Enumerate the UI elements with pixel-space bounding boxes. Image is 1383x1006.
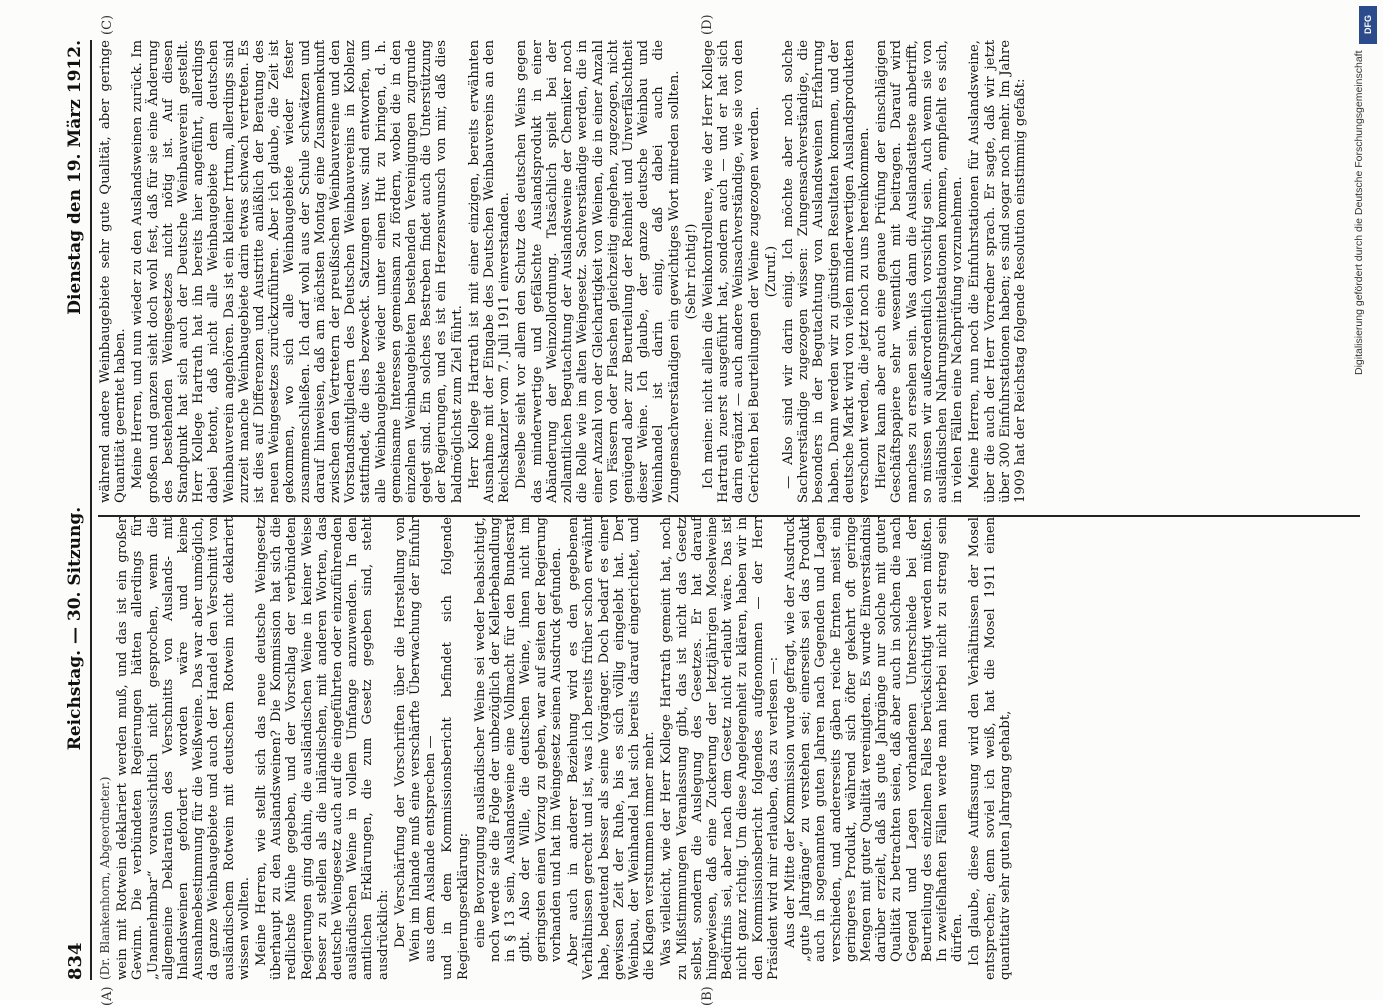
paragraph: Herr Kollege Hartrath ist mit einer einzigen, bereits erwähnten Ausnahme mit der Eingabe des Deutschen Weinbauvereins an den Reichskanzler vom 7. Juli 1911 einverstanden. (466, 40, 513, 503)
quote: Der Verschärfung der Vorschriften über die Herstellung von Wein im Inlande muß eine verschärfte Überwachung der Einfuhr aus dem Auslande entsprechen — (392, 517, 439, 962)
paragraph: und in dem Kommissionsbericht befindet sich folgende Regierungserklärung: (440, 517, 471, 980)
text-columns (98, 40, 1348, 980)
paragraph: Ich glaube, diese Auffassung wird den Verhältnissen der Mosel entsprechen; denn soviel ich weiß, hat die Mosel 1911 einen quantitativ sehr guten Jahrgang gehabt, (967, 517, 1013, 980)
quote: eine Bevorzugung ausländischer Weine sei weder beabsichtigt, noch werde sie die Folge der unbezüglich der Kellerbehandlung in § 13 sein, Auslandsweine eine Vollmacht für den Bundesrat gibt. Also der Wille, die deutschen Weine, ihnen nicht im geringsten einen Vorzug zu geben, war auf seiten der Regierung vorhanden und hat im Weingesetz seinen Ausdruck gefunden. (472, 517, 564, 962)
paragraph: während andere Weinbaugebiete sehr gute Qualität, aber geringe Quantität geerntet haben. (98, 40, 129, 503)
margin-marker-a: (A) (100, 986, 115, 1006)
left-column (98, 517, 1348, 980)
paragraph: Ich meine: nicht allein die Weinkontrolleure, wie der Herr Kollege Hartrath zuerst ausgeführt hat, sondern auch — und er hat sich darin ergänzt — auch andere Weinsachverständige, wie sie von den Gerichten bei Beurteilungen der Weine zugezogen werden. (700, 40, 762, 503)
margin-marker-c: (C) (100, 14, 115, 35)
page-number: 834 (64, 942, 86, 980)
rotated-page-frame (60, 14, 1360, 1006)
interjection: (Zuruf.) (763, 245, 779, 298)
paragraph: Dieselbe sieht vor allem den Schutz des deutschen Weins gegen das minderwertige und gefälschte Auslandsprodukt in einer Abänderung der Weinzollordnung. Tatsächlich spielt bei der zollamtlichen Begutachtung der Auslandsweine der Chemiker noch die Rolle wie im alten Weingesetz. Sachverständige werden, die in einer Anzahl von der Gleichartigkeit von Weinen, die in einer Anzahl von Fässern oder Flaschen gleichzeitig eingehen, zugezogen, nicht genügend aber zur Beurteilung der Reinheit und Unverfälschtheit dieser Weine. Ich glaube, der ganze deutsche Weinbau und Weinhandel ist darin einig, daß dabei auch die Zungensachverständigen ein gewichtiges Wort mitreden sollten. (514, 40, 682, 503)
paragraph: Hierzu kann aber auch eine genaue Prüfung der einschlägigen Geschäftspapiere sehr wesentlich mit beitragen. Darauf wird manches zu ersehen sein. Was dann die Auslandsatteste anbetrifft, so müssen wir außerordentlich vorsichtig sein. Auch wenn sie von ausländischen Nahrungsmittelstationen kommen, empfiehlt es sich, in vielen Fällen eine Nachprüfung vorzunehmen. (874, 40, 966, 503)
header-date: Dienstag den 19. März 1912. (65, 40, 85, 315)
newspaper-sheet (60, 14, 1360, 1006)
interjection: (Sehr richtig!) (683, 223, 699, 320)
running-header (60, 40, 92, 980)
dfg-logo: DFG (1359, 6, 1377, 44)
column-divider (98, 516, 1360, 518)
paragraph: — Also sind wir darin einig. Ich möchte aber noch solche Sachverständige zugezogen wissen: Zungensachverständige, die besonders in der Begutachtung von Auslandsweinen Erfahrung haben. Dann werden wir zu günstigen Resultaten kommen, und der deutsche Markt wird von vielen minderwertigen Auslandsprodukten verschont werden, die jetzt noch zu uns hereinkommen. (780, 40, 872, 503)
digitization-credit: Digitalisierung gefördert durch die Deutsche Forschungsgemeinschaft (1353, 50, 1365, 375)
paragraph: Aber auch in anderer Beziehung wird es den gegebenen Verhältnissen gerecht und ist, was ich bereits früher schon erwähnt habe, bedeutend besser als seine Vorgänger. Doch bedarf es einer gewissen Zeit der Ruhe, bis es sich völlig eingelebt hat. Der Weinbau, der Weinhandel hat sich bereits darauf eingerichtet, und die Klagen verstummen immer mehr. (566, 517, 658, 980)
paragraph: Was vielleicht, wie der Herr Kollege Hartrath gemeint hat, noch zu Mißstimmungen Veranlassung gibt, das ist nicht das Gesetz selbst, sondern die Auslegung des Gesetzes. Er hat darauf hingewiesen, daß eine Zuckerung der letztjährigen Moselweine Bedürfnis sei, aber nach dem Gesetz nicht erlaubt wäre. Das ist nicht ganz richtig. Um diese Angelegenheit zu klären, haben wir in den Kommissionsbericht folgendes aufgenommen — der Herr Präsident wird mir erlauben, das zu verlesen —: (659, 517, 781, 980)
paragraph: Meine Herren, nun noch die Einfuhrstationen für Auslandsweine, über die auch der Herr Vorredner sprach. Er sagte, daß wir jetzt über 300 Einfuhrstationen haben; es sind sogar noch mehr. Im Jahre 1909 hat der Reichstag folgende Resolution einstimmig gefaßt: (967, 40, 1028, 503)
speaker-note: (Dr. Blankenhorn, Abgeordneter.) (98, 776, 112, 980)
margin-marker-b: (B) (700, 986, 715, 1006)
paragraph: wein mit Rotwein deklariert werden muß, und das ist ein großer Gewinn. Die verbündeten Regierungen hätten allerdings für „Unannehmbar“ voraussichtlich nicht gesprochen, wenn die allgemeine Deklaration des Verschnitts von Auslands- mit Inlandsweinen gefordert worden wäre und keine Ausnahmebestimmung für die Weißweine. Das war aber unmöglich, da ganze Weinbaugebiete und auch der Handel den Verschnitt von ausländischem Rotwein mit deutschem Rotwein nicht deklariert wissen wollten. (115, 517, 252, 980)
margin-marker-d: (D) (700, 14, 715, 35)
quote: Aus der Mitte der Kommission wurde gefragt, wie der Ausdruck „gute Jahrgänge“ zu verstehen sei; einerseits sei das Produkt auch in sogenannten guten Jahren nach Gegenden und Lagen verschieden, und andererseits gäben reiche Ernten meist ein geringeres Produkt, während sich öfter gekehrt oft geringe Mengen mit guter Qualität vereinigten. Es wurde Einverständnis darüber erzielt, daß als gute Jahrgänge nur solche mit guter Qualität zu betrachten seien, daß aber auch in solchen die nach Gegend und Lagen vorhandenen Unterschiede bei der Beurteilung des einzelnen Falles berücksichtigt werden müßten. In zweifelhaften Fällen werde man hierbei nicht zu streng sein dürfen. (782, 517, 966, 962)
right-column (98, 40, 1348, 503)
header-session: Reichstag. — 30. Sitzung. (65, 506, 85, 751)
paragraph: Meine Herren, wie stellt sich das neue deutsche Weingesetz überhaupt zu den Auslandsweinen? Die Kommission hat sich die redlichste Mühe gegeben, und der Vorschlag der verbündeten Regierungen ging dahin, die ausländischen Weine in keiner Weise besser zu stellen als die inländischen, mit anderen Worten, das deutsche Weingesetz auch auf die eingeführten oder einzuführenden ausländischen Weine in vollem Umfange anzuwenden. In den amtlichen Erklärungen, die zum Gesetz gegeben sind, steht ausdrücklich: (254, 517, 391, 980)
paragraph: Meine Herren, und nun wieder zu den Auslandsweinen zurück. Im großen und ganzen sieht doch wohl fest, daß für sie eine Änderung des bestehenden Weingesetzes nicht nötig ist. Auf diesen Standpunkt hat sich auch der Deutsche Weinbauverein gestellt. Herr Kollege Hartrath hat ihn bereits hier angeführt, allerdings dabei betont, daß nicht alle Weinbaugebiete dem deutschen Weinbauverein angehören. Das ist ein kleiner Irrtum, allerdings sind zurzeit manche Weinbaugebiete darin etwas schwach vertreten. Es ist dies auf Differenzen und Austritte anläßlich der Beratung des neuen Weingesetzes zurückzuführen. Aber ich glaube, die Zeit ist gekommen, wo sich alle Weinbaugebiete wieder fester zusammenschließen. Ich darf wohl aus der Schule schwätzen und darauf hinweisen, daß am nächsten Montag eine Zusammenkunft zwischen den Vertretern der preußischen Weinbauvereine und den Vorstandsmitgliedern des Deutschen Weinbauvereins in Koblenz stattfindet, die dies bezweckt. Satzungen usw. sind entworfen, um alle Weinbaugebiete wieder unter einen Hut zu bringen, d. h. gemeinsame Interessen gemeinsam zu fördern, wobei die in den einzelnen Weinbaugebieten bestehenden Vereinigungen zugrunde gelegt sind. Ein solches Bestreben findet auch die Unterstützung der Regierungen, und es ist ein Herzenswunsch von mir, daß dies baldmöglichst zum Ziel führt. (130, 40, 465, 503)
